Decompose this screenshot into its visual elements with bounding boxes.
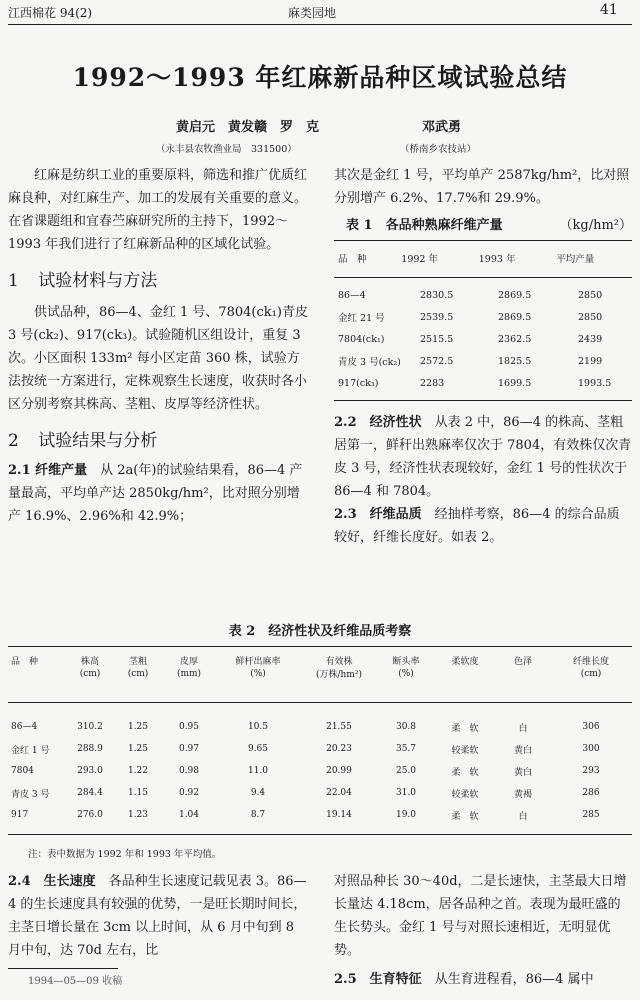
journal-issue: 江西棉花 94(2) (8, 6, 93, 20)
table-2-header (8, 654, 632, 680)
table-2-caption: 表 2 经济性状及纤维品质考察 (228, 624, 412, 639)
table-2-header-unit: (%) (398, 668, 414, 679)
table-2-cell: 柔 软 (451, 811, 479, 822)
table-2-body (8, 716, 632, 826)
table-2-cell: 黄褐 (513, 789, 532, 800)
table-2-header-unit: (cm) (580, 668, 602, 679)
table-2-row (8, 716, 632, 738)
table-1-cell: 1993.5 (578, 377, 612, 389)
section-2-1-heading: 2.1 纤维产量 (8, 463, 88, 478)
table-1-row (334, 372, 632, 394)
table-2-row (8, 760, 632, 782)
table-2-cell: 柔 软 (451, 723, 479, 734)
affiliation-left: （永丰县农牧渔业局 331500） (156, 144, 297, 155)
article-title: 1992～1993 年红麻新品种区域试验总结 (72, 63, 568, 92)
table-2-cell: 25.0 (395, 766, 417, 776)
intro-paragraph: 红麻是纺织工业的重要原料，筛选和推广优质红麻良种，对红麻生产、加工的发展有关重要的意义。在省课题组和宜春苎麻研究所的主持下，1992～1993 年我们进行了红麻新品种的区域化试验。 (8, 168, 308, 252)
table-2-cell: 9.4 (250, 788, 266, 798)
table-2-header-unit: (%) (250, 668, 266, 679)
table-1-cell: 2850 (578, 289, 603, 301)
table-1-cell: 青皮 3 号(ck₂) (338, 357, 401, 368)
table-2-cell: 11.0 (247, 766, 269, 776)
table-2-cell: 21.55 (326, 722, 352, 732)
section-2-2-text: 从表 2 中，86—4 的株高、茎粗居第一，鲜秆出熟麻率仅次于 7804，有效株仅次青皮 3 号，经济性状表现较好，金红 1 号的性状次于 86—4 和 7804。 (334, 415, 632, 499)
table-2-header-cell: 色泽 (513, 657, 532, 667)
table-2-header-unit: (cm) (127, 668, 149, 679)
table-2-header-unit (434, 667, 496, 680)
section-2-5-text: 从生育进程看，86—4 属中 (421, 972, 594, 987)
table-1-header-cell: 1993 年 (478, 254, 516, 265)
section-2-4-text: 各品种生长速度记载见表 3。86—4 的生长速度具有较强的优势，一是旺长期时间长，主茎日增长量在 3cm 以上时间，从 6 月中旬到 8 月中旬，达 70d 左右，比 (8, 874, 307, 958)
table-2-cell: 286 (582, 788, 600, 798)
bottom-left-column (8, 870, 308, 962)
table-2-header-unit: (万株/hm²) (316, 670, 362, 680)
table-2-row (8, 804, 632, 826)
section-2-4-paragraph (8, 870, 308, 962)
table-1-row (334, 350, 632, 372)
table-2-cell: 284.4 (77, 788, 103, 798)
table-2-cell: 86—4 (11, 722, 38, 732)
table-2-cell: 20.99 (326, 766, 352, 776)
column-name: 麻类园地 (288, 6, 337, 20)
table-2-header-unit: (cm) (79, 668, 101, 679)
table-2-cell: 0.95 (178, 722, 200, 732)
table-2-cell: 30.8 (395, 722, 417, 732)
section-1-text: 供试品种，86—4、金红 1 号、7804(ck₁)青皮 3 号(ck₂)、917(ck₃)。试验随机区组设计，重复 3 次。小区面积 133m² 每小区定苗 360 株，试验方法按统一方案进行，定株观察生长速度，收获时各小区分别考察其株高、茎粗、皮厚等经济性状。 (8, 305, 308, 412)
table-2-cell: 黄白 (513, 745, 532, 756)
table-2-header-cell: 株高 (80, 657, 99, 667)
section-2-1-paragraph (8, 459, 308, 528)
table-1-header-row (334, 247, 632, 269)
section-2-4-continued: 对照品种长 30～40d，二是长速快，主茎最大日增长量达 4.18cm，居各品种之首。表现为最旺盛的生长势头。金红 1 号与对照长速相近，无明显优势。 (334, 874, 627, 958)
table-2-cell: 柔 软 (451, 767, 479, 778)
table-2-header-cell: 柔软度 (451, 657, 479, 667)
section-2-4-heading: 2.4 生长速度 (8, 874, 96, 889)
table-2-header-cell: 茎粗 (128, 657, 147, 667)
authors-right: 邓武勇 (422, 120, 462, 135)
section-2-1-text: 从 2a(年)的试验结果看，86—4 产量最高，平均单产达 2850kg/hm²，比对照分别增产 16.9%、2.96%和 42.9%； (8, 463, 303, 524)
table-2-header-unit (496, 667, 550, 680)
left-column (8, 164, 308, 528)
table-2-cell: 300 (582, 744, 600, 754)
table-1-cell: 2572.5 (420, 355, 454, 367)
table-1-cell: 7804(ck₁) (338, 333, 385, 345)
table-1-cell: 86—4 (338, 289, 366, 301)
table-1-row (334, 284, 632, 306)
right-column (334, 164, 632, 549)
table-1-cell: 金红 21 号 (338, 313, 385, 324)
table-2-cell: 1.25 (127, 744, 149, 754)
table-2-cell: 青皮 3 号 (11, 789, 50, 800)
table-2-cell: 0.97 (178, 744, 200, 754)
section-2-2-heading: 2.2 经济性状 (334, 415, 422, 430)
table-2-cell: 白 (518, 811, 528, 822)
table-2-cell: 10.5 (247, 722, 269, 732)
table-2-cell: 19.0 (395, 810, 417, 820)
table-2-row (8, 738, 632, 760)
table-1-header-rule (334, 277, 632, 278)
table-1-cell: 2199 (578, 355, 603, 367)
table-2-header-cell: 有效株 (325, 657, 353, 667)
table-2-cell: 917 (11, 810, 29, 820)
table-1-cell: 2515.5 (420, 333, 454, 345)
table-1-cell: 1825.5 (498, 355, 532, 367)
table-1-cell: 2539.5 (420, 311, 454, 323)
section-2-3-text: 经抽样考察，86—4 的综合品质较好，纤维长度好。如表 2。 (334, 507, 620, 545)
table-2-cell: 9.65 (247, 744, 269, 754)
table-1 (334, 247, 632, 269)
table-2-cell: 293.0 (77, 766, 103, 776)
table-2-cell: 288.9 (77, 744, 103, 754)
table-1-cell: 2869.5 (498, 289, 532, 301)
table-2-cell: 8.7 (250, 810, 266, 820)
table-1-caption-row (334, 212, 632, 236)
table-1-row (334, 306, 632, 328)
table-2-header-unit-row (8, 667, 632, 680)
section-1-title: 试验材料与方法 (38, 271, 158, 291)
table-1-cell: 2439 (578, 333, 603, 345)
table-1-header-cell: 品 种 (338, 254, 367, 265)
received-date: 1994—05—09 收稿 (28, 976, 123, 987)
table-1-cell: 2362.5 (498, 333, 532, 345)
table-1-cell: 2283 (420, 377, 445, 389)
table-2-header-rule (8, 702, 632, 703)
table-1-cell: 2850 (578, 311, 603, 323)
table-2-cell: 310.2 (77, 722, 103, 732)
table-2-note: 注：表中数据为 1992 年和 1993 年平均值。 (28, 849, 222, 860)
table-2-header-cell: 品 种 (11, 657, 39, 667)
section-2-1-continued: 其次是金红 1 号，平均单产 2587kg/hm²，比对照分别增产 6.2%、17.7%和 29.9%。 (334, 168, 630, 206)
table-1-cell: 2830.5 (420, 289, 454, 301)
table-2-header-unit (8, 667, 66, 680)
section-1-heading (8, 266, 308, 291)
table-2-cell: 276.0 (77, 810, 103, 820)
table-2-cell: 35.7 (395, 744, 417, 754)
section-2-number: 2 (8, 431, 19, 451)
page-number: 41 (600, 2, 618, 18)
table-1-cell: 1699.5 (498, 377, 532, 389)
table-1-header-cell: 1992 年 (401, 254, 438, 265)
table-2-cell: 306 (582, 722, 600, 732)
table-1-cell: 917(ck₃) (338, 377, 379, 389)
affiliation-right: （桥南乡农技站） (400, 144, 477, 155)
table-1-row (334, 328, 632, 350)
table-1-cell: 2869.5 (498, 311, 532, 323)
table-1-header-cell: 平均产量 (556, 254, 595, 265)
table-2-header-cell: 断头率 (392, 657, 420, 667)
table-2-cell: 金红 1 号 (11, 745, 50, 756)
table-2-header-cell: 鲜杆出麻率 (235, 657, 281, 667)
table-2-header-cell: 纤维长度 (572, 657, 609, 667)
table-2-cell: 1.23 (127, 810, 149, 820)
section-2-heading (8, 426, 308, 451)
table-2-bottom-rule (8, 834, 632, 835)
table-2-row (8, 782, 632, 804)
table-1-unit: （kg/hm²） (559, 218, 632, 233)
table-2-cell: 22.04 (326, 788, 352, 798)
table-2-cell: 0.98 (178, 766, 200, 776)
table-2-header-cell: 皮厚 (179, 657, 198, 667)
table-2-cell: 293 (582, 766, 600, 776)
table-2-cell: 1.22 (127, 766, 149, 776)
table-2-header-row (8, 654, 632, 667)
footnote-rule (8, 968, 118, 969)
table-2-cell: 较柔软 (451, 789, 479, 800)
table-2-cell: 20.23 (326, 744, 352, 754)
table-2-top-rule (8, 646, 632, 647)
section-2-5-heading: 2.5 生育特征 (334, 972, 422, 987)
table-2-cell: 1.25 (127, 722, 149, 732)
table-1-top-rule (334, 240, 632, 241)
authors-left: 黄启元 黄发赣 罗 克 (176, 120, 320, 135)
table-2-cell: 较柔软 (451, 745, 479, 756)
section-2-5-paragraph (334, 968, 632, 991)
section-2-3-heading: 2.3 纤维品质 (334, 507, 422, 522)
table-2-cell: 0.92 (178, 788, 200, 798)
table-2-cell: 黄白 (513, 767, 532, 778)
table-2-cell: 285 (582, 810, 600, 820)
table-1-body (334, 284, 632, 394)
table-2-cell: 1.04 (178, 810, 200, 820)
table-2-cell: 31.0 (395, 788, 417, 798)
table-1-caption: 表 1 各品种熟麻纤维产量 (346, 218, 503, 233)
section-1-number: 1 (8, 271, 19, 291)
bottom-right-column (334, 870, 632, 991)
table-2-cell: 1.15 (127, 788, 149, 798)
table-2-cell: 7804 (11, 766, 34, 776)
table-2-header-unit: (mm) (176, 668, 202, 679)
section-2-2-paragraph (334, 411, 632, 503)
table-2-cell: 19.14 (326, 810, 352, 820)
header-rule (8, 24, 632, 25)
section-2-3-paragraph (334, 503, 632, 549)
table-2-cell: 白 (518, 723, 528, 734)
section-2-title: 试验结果与分析 (38, 431, 158, 451)
